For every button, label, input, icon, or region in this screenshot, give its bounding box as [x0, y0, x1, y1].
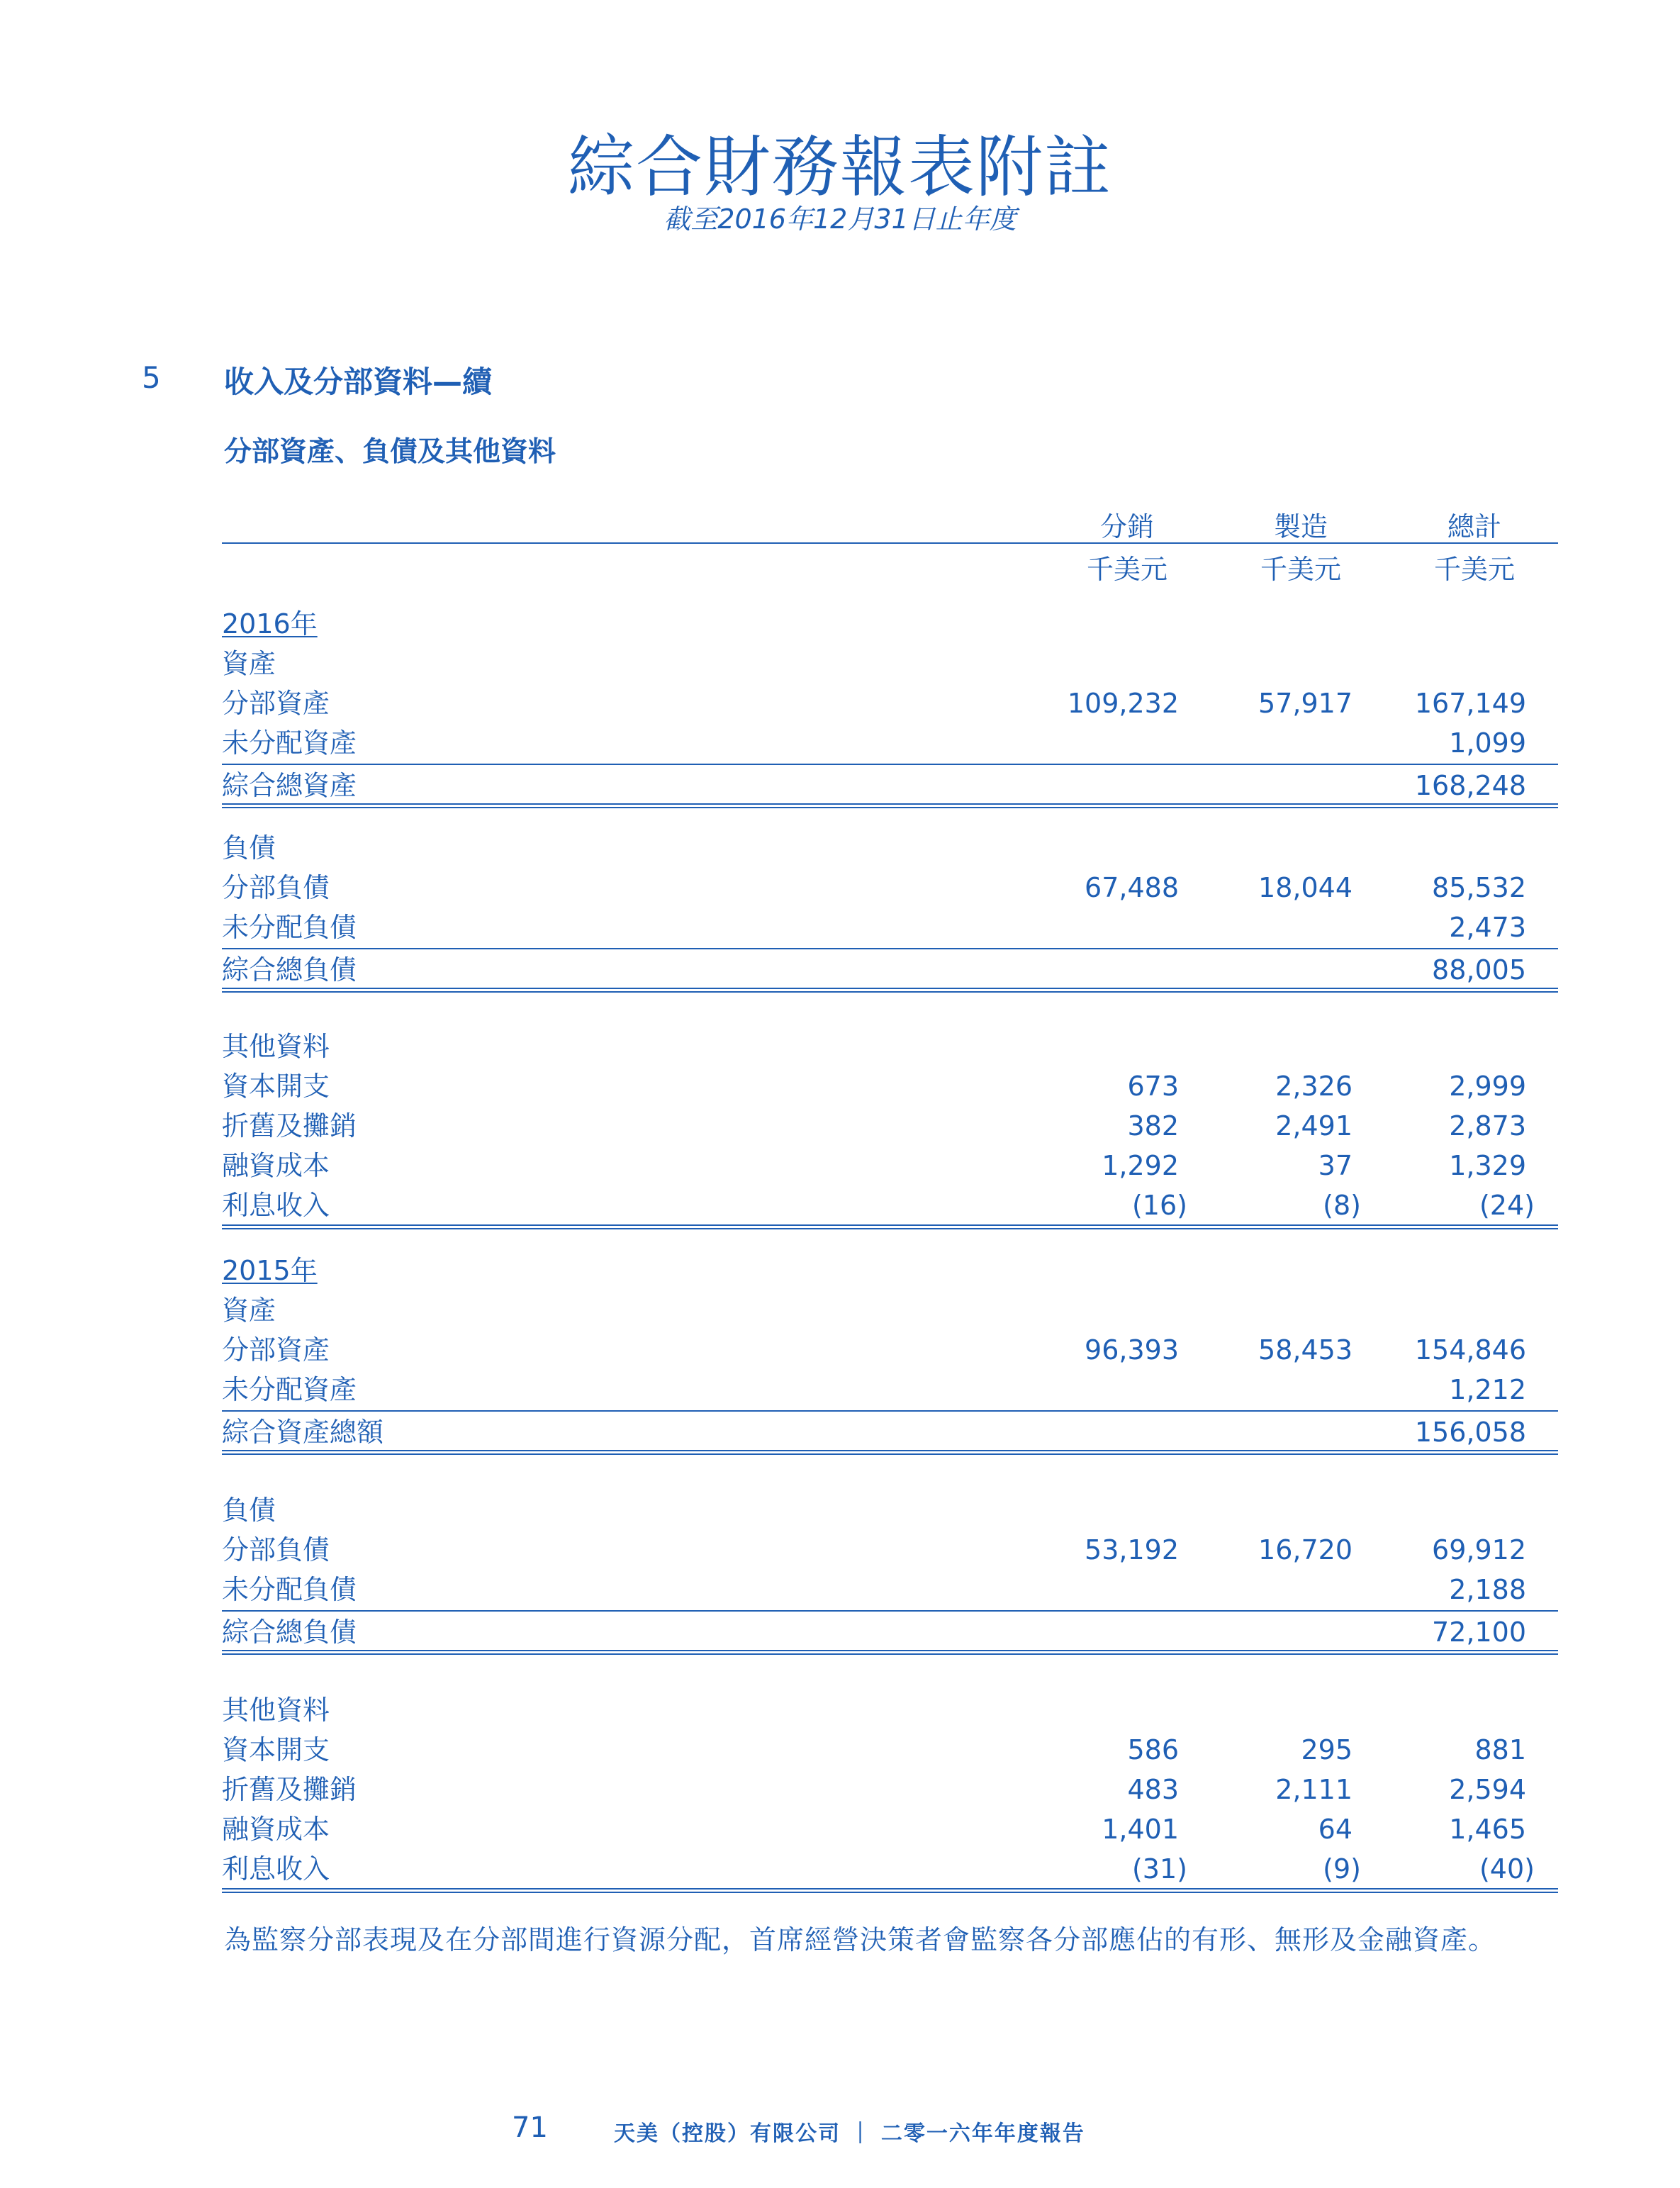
row-label: 利息收入	[222, 1853, 330, 1885]
footer-text: 天美（控股）有限公司 ｜ 二零一六年年度報告	[614, 2121, 1085, 2146]
row-label: 綜合總負債	[222, 1617, 357, 1648]
group-label: 負債	[222, 832, 276, 864]
group-heading	[222, 1690, 1558, 1730]
row-label: 未分配資產	[222, 727, 357, 759]
value-total: 88,005	[1432, 954, 1526, 986]
section-double-rule	[222, 1888, 1558, 1893]
table-row	[222, 1185, 1558, 1225]
row-label: 折舊及攤銷	[222, 1110, 357, 1142]
row-label: 利息收入	[222, 1190, 330, 1221]
column-unit-manufacturing: 千美元	[1260, 554, 1341, 585]
column-header-total: 總計	[1447, 511, 1501, 542]
group-heading	[222, 1290, 1558, 1330]
group-heading	[222, 1027, 1558, 1066]
row-label: 折舊及攤銷	[222, 1774, 357, 1805]
group-label: 資產	[222, 648, 276, 679]
value-total: 168,248	[1414, 770, 1526, 801]
value-total: 1,212	[1449, 1374, 1526, 1405]
group-heading	[222, 644, 1558, 683]
value-manufacturing: 2,491	[1275, 1110, 1353, 1142]
value-distribution: (16)	[1131, 1190, 1187, 1221]
table-row	[222, 1570, 1558, 1609]
value-manufacturing: 2,326	[1275, 1071, 1353, 1102]
year-heading-2016	[222, 604, 1558, 644]
value-manufacturing: 295	[1301, 1734, 1353, 1765]
column-header-manufacturing: 製造	[1273, 511, 1328, 542]
row-label: 分部負債	[222, 1534, 330, 1565]
column-unit-distribution: 千美元	[1086, 554, 1167, 585]
row-label: 未分配負債	[222, 912, 357, 943]
table-row	[222, 723, 1558, 763]
table-row	[222, 950, 1558, 990]
value-total: 156,058	[1414, 1417, 1526, 1448]
value-distribution: 382	[1127, 1110, 1179, 1142]
table-row	[222, 1849, 1558, 1889]
total-double-rule	[222, 1450, 1558, 1455]
table-row	[222, 1530, 1558, 1570]
value-total: 85,532	[1432, 872, 1526, 903]
row-label: 綜合總資產	[222, 770, 357, 801]
table-row	[222, 868, 1558, 908]
value-distribution: 673	[1127, 1071, 1179, 1102]
table-row	[222, 1106, 1558, 1146]
value-total: 1,099	[1449, 727, 1526, 759]
header-rule	[222, 542, 1558, 544]
table-row	[222, 1730, 1558, 1770]
value-manufacturing: (8)	[1323, 1190, 1361, 1221]
value-distribution: (31)	[1131, 1853, 1187, 1885]
value-distribution: 96,393	[1085, 1334, 1179, 1366]
section-double-rule	[222, 1224, 1558, 1229]
row-label: 分部資產	[222, 1334, 330, 1366]
group-label: 資產	[222, 1295, 276, 1326]
value-total: 2,999	[1449, 1071, 1526, 1102]
row-label: 融資成本	[222, 1150, 330, 1181]
value-distribution: 109,232	[1067, 688, 1179, 719]
value-total: 72,100	[1432, 1617, 1526, 1648]
value-distribution: 483	[1127, 1774, 1179, 1805]
table-row	[222, 1809, 1558, 1849]
group-heading	[222, 1490, 1558, 1530]
value-total: (24)	[1479, 1190, 1535, 1221]
value-distribution: 53,192	[1085, 1534, 1179, 1565]
value-distribution: 1,401	[1102, 1814, 1179, 1845]
subtotal-rule	[222, 948, 1558, 949]
value-total: 1,329	[1449, 1150, 1526, 1181]
value-manufacturing: 37	[1318, 1150, 1353, 1181]
value-total: 881	[1474, 1734, 1526, 1765]
row-label: 分部負債	[222, 872, 330, 903]
total-double-rule	[222, 1650, 1558, 1655]
total-double-rule	[222, 803, 1558, 808]
group-label: 其他資料	[222, 1695, 330, 1726]
value-manufacturing: 64	[1318, 1814, 1353, 1845]
section-subtitle: 分部資產、負債及其他資料	[224, 436, 556, 468]
group-heading	[222, 828, 1558, 868]
table-row	[222, 1330, 1558, 1370]
value-manufacturing: 58,453	[1258, 1334, 1353, 1366]
total-double-rule	[222, 988, 1558, 993]
page-number: 71	[512, 2111, 548, 2144]
table-row	[222, 1066, 1558, 1106]
value-manufacturing: (9)	[1323, 1853, 1361, 1885]
table-row	[222, 766, 1558, 805]
subtotal-rule	[222, 1410, 1558, 1412]
column-unit-total: 千美元	[1433, 554, 1515, 585]
year-label: 2015年	[222, 1255, 318, 1286]
section-title: 收入及分部資料—續	[224, 364, 493, 399]
value-total: 167,149	[1414, 688, 1526, 719]
group-label: 負債	[222, 1495, 276, 1526]
row-label: 未分配資產	[222, 1374, 357, 1405]
table-row	[222, 1146, 1558, 1185]
value-total: 69,912	[1432, 1534, 1526, 1565]
value-total: (40)	[1479, 1853, 1535, 1885]
value-total: 2,188	[1449, 1574, 1526, 1605]
page-title: 綜合財務報表附註	[567, 129, 1112, 206]
row-label: 資本開支	[222, 1071, 330, 1102]
page-subtitle: 截至2016年12月31日止年度	[663, 203, 1017, 235]
value-total: 1,465	[1449, 1814, 1526, 1845]
value-manufacturing: 2,111	[1275, 1774, 1353, 1805]
value-manufacturing: 18,044	[1258, 872, 1353, 903]
table-row	[222, 1370, 1558, 1410]
value-distribution: 586	[1127, 1734, 1179, 1765]
table-row	[222, 1612, 1558, 1652]
row-label: 融資成本	[222, 1814, 330, 1845]
footnote-paragraph: 為監察分部表現及在分部間進行資源分配，首席經營決策者會監察各分部應佔的有形、無形及金融資產。	[224, 1924, 1496, 1955]
value-manufacturing: 57,917	[1258, 688, 1353, 719]
row-label: 綜合總負債	[222, 954, 357, 986]
row-label: 綜合資產總額	[222, 1417, 384, 1448]
year-heading-2015	[222, 1251, 1558, 1290]
value-total: 2,473	[1449, 912, 1526, 943]
value-manufacturing: 16,720	[1258, 1534, 1353, 1565]
table-row	[222, 1412, 1558, 1452]
value-distribution: 67,488	[1085, 872, 1179, 903]
subtotal-rule	[222, 1610, 1558, 1612]
value-total: 154,846	[1414, 1334, 1526, 1366]
table-row	[222, 908, 1558, 947]
year-label: 2016年	[222, 608, 318, 640]
column-header-distribution: 分銷	[1099, 511, 1154, 542]
row-label: 未分配負債	[222, 1574, 357, 1605]
table-row	[222, 1770, 1558, 1809]
subtotal-rule	[222, 764, 1558, 765]
row-label: 資本開支	[222, 1734, 330, 1765]
value-total: 2,594	[1449, 1774, 1526, 1805]
group-label: 其他資料	[222, 1031, 330, 1062]
table-row	[222, 683, 1558, 723]
section-number: 5	[142, 360, 161, 395]
value-total: 2,873	[1449, 1110, 1526, 1142]
value-distribution: 1,292	[1102, 1150, 1179, 1181]
row-label: 分部資產	[222, 688, 330, 719]
